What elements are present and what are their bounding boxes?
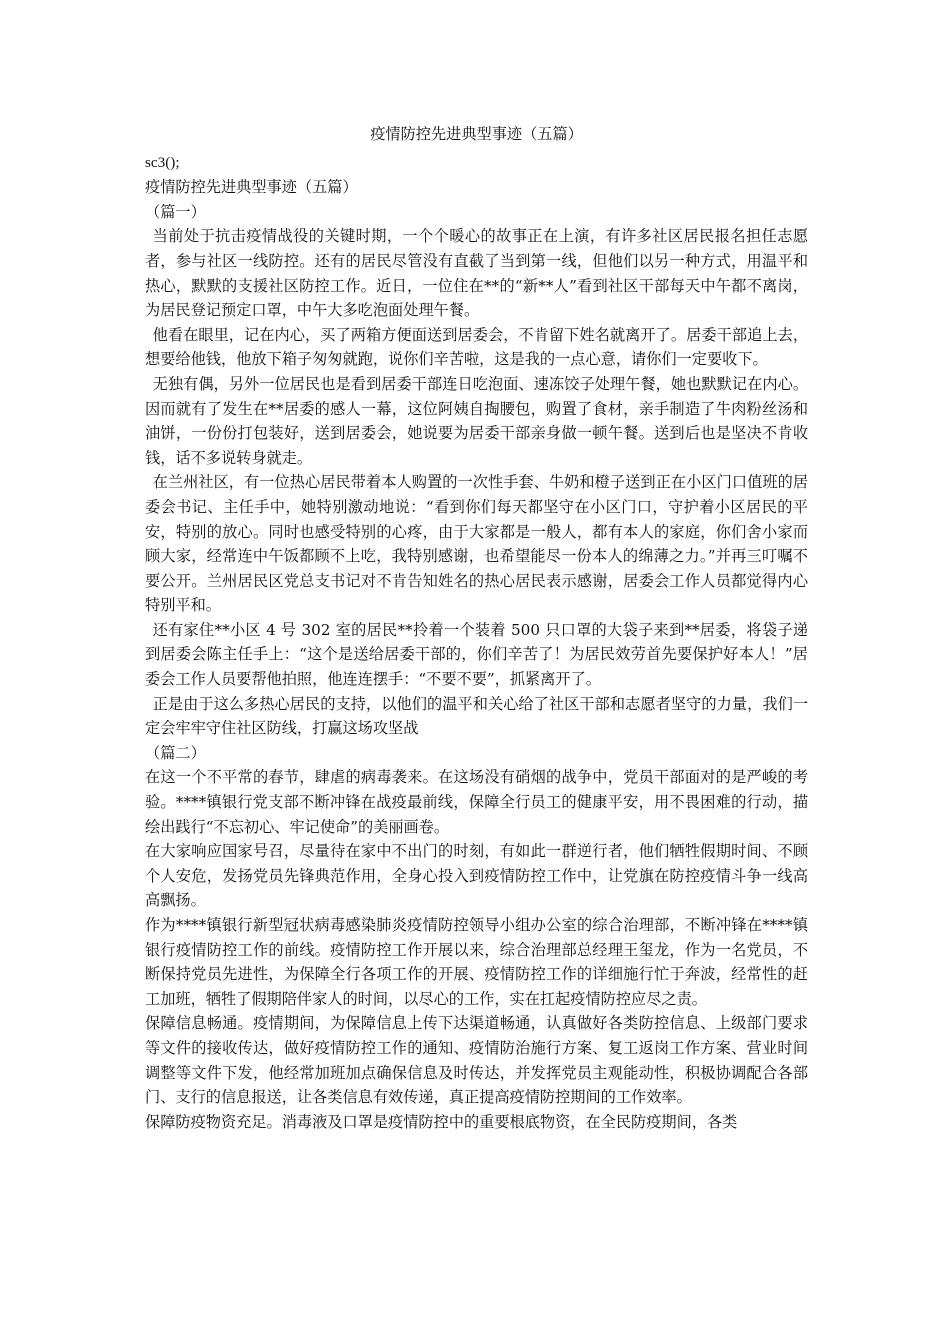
paragraph: 保障防疫物资充足。消毒液及口罩是疫情防控中的重要根底物资，在全民防疫期间，各类: [145, 1112, 738, 1131]
paragraph: 当前处于抗击疫情战役的关键时期，一个个暖心的故事正在上演，有许多社区居民报名担任志愿者，参与社区一线防控。还有的居民尽管没有直截了当到第一线，但他们以另一种方式，用温平和热心，默默的支援社区防控工作。近日，一位住在**的“新**人”看到社区干部每天中午都不离岗，为居民登记预定口罩，中午大多吃泡面处理午餐。: [145, 227, 808, 320]
paragraph: 在兰州社区，有一位热心居民带着本人购置的一次性手套、牛奶和橙子送到正在小区门口值班的居委会书记、主任手中，她特别激动地说：“看到你们每天都坚守在小区门口，守护着小区居民的平安，特别的放心。同时也感受特别的心疼，由于大家都是一般人，都有本人的家庭，你们舍小家而顾大家，经常连中午饭都顾不上吃，我特别感谢，也希望能尽一份本人的绵薄之力。”并再三叮嘱不要公开。兰州居民区党总支书记对不肯告知姓名的热心居民表示感谢，居委会工作人员都觉得内心特别平和。: [145, 473, 808, 615]
document-title: 疫情防控先进典型事迹（五篇）: [370, 125, 583, 143]
code-line: sc3();: [145, 153, 180, 171]
paragraph: 他看在眼里，记在内心，买了两箱方便面送到居委会，不肯留下姓名就离开了。居委干部追上去，想要给他钱，他放下箱子匆匆就跑，说你们辛苦啦，这是我的一点心意，请你们一定要收下。: [145, 325, 808, 369]
paragraph: 还有家住**小区 4 号 302 室的居民**拎着一个装着 500 只口罩的大袋子来到**居委，将袋子递到居委会陈主任手上：“这个是送给居委干部的，你们辛苦了！为居民效劳首先要保护好本人！”居委会工作人员要帮他拍照，他连连摆手：“不要不要”，抓紧离开了。: [145, 620, 808, 689]
paragraph: 正是由于这么多热心居民的支持，以他们的温平和关心给了社区干部和志愿者坚守的力量，我们一定会牢牢守住社区防线，打赢这场攻坚战: [145, 694, 808, 738]
document-body: [145, 122, 808, 1134]
paragraph: 在这一个不平常的春节，肆虐的病毒袭来。在这场没有硝烟的战争中，党员干部面对的是严峻的考验。****镇银行党支部不断冲锋在战疫最前线，保障全行员工的健康平安，用不畏困难的行动，描绘出践行“不忘初心、牢记使命”的美丽画卷。: [145, 768, 808, 836]
section-heading-2: （篇二）: [145, 743, 206, 762]
document-subtitle: 疫情防控先进典型事迹（五篇）: [145, 178, 358, 197]
section-heading-1: （篇一）: [145, 202, 206, 221]
paragraph: 作为****镇银行新型冠状病毒感染肺炎疫情防控领导小组办公室的综合治理部，不断冲锋在****镇银行疫情防控工作的前线。疫情防控工作开展以来，综合治理部总经理王玺龙，作为一名党员，不断保持党员先进性，为保障全行各项工作的开展、疫情防控工作的详细施行忙于奔波，经常性的赶工加班，牺牲了假期陪伴家人的时间，以尽心的工作，实在扛起疫情防控应尽之责。: [145, 916, 808, 1008]
paragraph: 无独有偶，另外一位居民也是看到居委干部连日吃泡面、速冻饺子处理午餐，她也默默记在内心。因而就有了发生在**居委的感人一幕，这位阿姨自掏腰包，购置了食材，亲手制造了牛肉粉丝汤和油饼，一份份打包装好，送到居委会，她说要为居委干部亲身做一顿午餐。送到后也是坚决不肯收钱，话不多说转身就走。: [145, 374, 808, 467]
paragraph: 在大家响应国家号召，尽量待在家中不出门的时刻，有如此一群逆行者，他们牺牲假期时间、不顾个人安危，发扬党员先锋典范作用，全身心投入到疫情防控工作中，让党旗在防控疫情斗争一线高高飘扬。: [145, 842, 808, 910]
paragraph: 保障信息畅通。疫情期间，为保障信息上传下达渠道畅通，认真做好各类防控信息、上级部门要求等文件的接收传达，做好疫情防控工作的通知、疫情防治施行方案、复工返岗工作方案、营业时间调整等文件下发，他经常加班加点确保信息及时传达，并发挥党员主观能动性，积极协调配合各部门、支行的信息报送，让各类信息有效传递，真正提高疫情防控期间的工作效率。: [145, 1014, 808, 1107]
